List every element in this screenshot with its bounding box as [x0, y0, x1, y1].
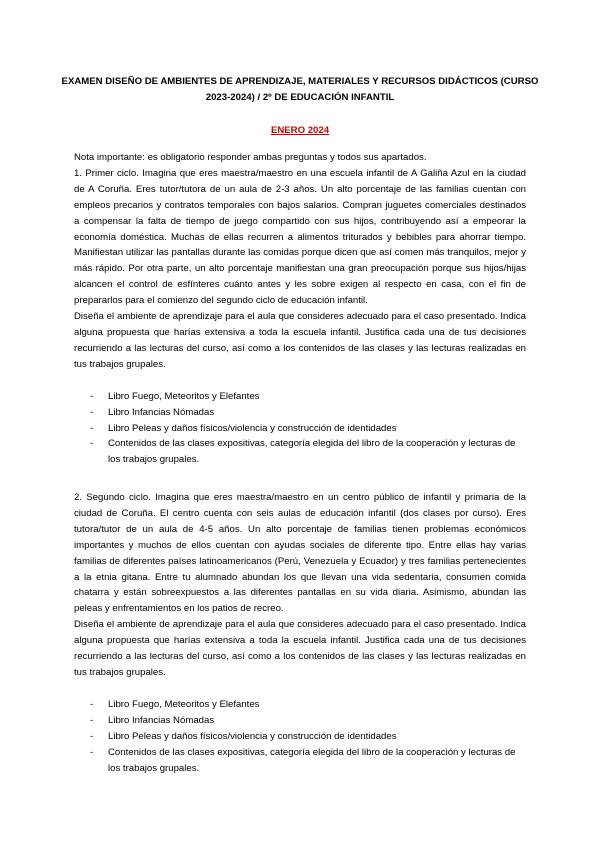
- list-item: - Libro Fuego, Meteoritos y Elefantes: [74, 697, 526, 713]
- exam-date-line: [0, 124, 600, 137]
- list-item: - Libro Infancias Nómadas: [74, 713, 526, 729]
- list-item: - Libro Fuego, Meteoritos y Elefantes: [74, 389, 526, 405]
- list-item: - Contenidos de las clases expositivas, categoría elegida del libro de la cooperación y lecturas de los trabajos grupales.: [74, 436, 526, 468]
- section-question-1: [74, 150, 526, 468]
- list-item: - Contenidos de las clases expositivas, categoría elegida del libro de la cooperación y lecturas de los trabajos grupales.: [74, 745, 526, 777]
- question-1-reading-list: [74, 389, 526, 469]
- question-2-reading-list: [74, 697, 526, 777]
- question-2-task: Diseña el ambiente de aprendizaje para el aula que consideres adecuado para el caso presentado. Indica alguna propuesta que harías extensiva a toda la escuela infantil. Justifica cada una de tus decisiones recurriendo a las lecturas del curso, así como a los contenidos de las clases y las lecturas realizadas en tus trabajos grupales.: [74, 619, 526, 678]
- question-2-text: 2. Segundo ciclo. Imagina que eres maestra/maestro en un centro público de infantil y primaria de la ciudad de Coruña. El centro cuenta con seis aulas de educación infantil (dos clases por curso). Eres tutora/tutor de un aula de 4-5 años. Un alto porcentaje de familias tienen problemas económicos importantes y muchos de ellos cuentan con ayudas sociales de diferente tipo. Entre ellas hay varias familias de diferentes países latinoamericanos (Perú, Venezuela y Ecuador) y tres familias pertenecientes a la etnia gitana. Entre tu alumnado abundan los que llevan una vida sedentaria, consumen comida chatarra y están sobreexpuestos a las diferentes pantallas en su vida diaria. Asimismo, abundan las peleas y enfrentamientos en los patios de recreo.: [74, 492, 526, 615]
- question-1-task: Diseña el ambiente de aprendizaje para el aula que consideres adecuado para el caso presentado. Indica alguna propuesta que harías extensiva a toda la escuela infantil. Justifica cada una de tus decisiones recurriendo a las lecturas del curso, así como a los contenidos de las clases y las lecturas realizadas en tus trabajos grupales.: [74, 311, 526, 370]
- exam-title: EXAMEN DISEÑO DE AMBIENTES DE APRENDIZAJE, MATERIALES Y RECURSOS DIDÁCTICOS (CURSO 2023-2024) / 2º DE EDUCACIÓN INFANTIL: [61, 76, 539, 103]
- question-1-text: 1. Primer ciclo. Imagina que eres maestra/maestro en una escuela infantil de A Galiña Azul en la ciudad de A Coruña. Eres tutor/tutora de un aula de 2-3 años. Un alto porcentaje de las familias cuentan con empleos precarios y contratos temporales con bajos salarios. Compran juguetes comerciales destinados a compensar la falta de tiempo de juego compartido con sus hijos, contribuyendo así a empeorar la economía doméstica. Muchas de ellas recurren a alimentos triturados y bebibles para ahorrar tiempo. Manifiestan utilizar las pantallas durante las comidas porque dicen que así comen más tranquilos, mejor y más rápido. Por otra parte, un alto porcentaje manifiestan una gran preocupación porque sus hijos/hijas alcancen el control de esfínteres cuánto antes y les sobre exigen al respecto en casa, con el fin de prepararlos para el comienzo del segundo ciclo de educación infantil.: [74, 167, 526, 307]
- exam-date: ENERO 2024: [270, 125, 330, 136]
- list-item: - Libro Peleas y daños físicos/violencia y construcción de identidades: [74, 421, 526, 437]
- section-question-2: [74, 490, 526, 776]
- list-item: - Libro Peleas y daños físicos/violencia y construcción de identidades: [74, 729, 526, 745]
- list-item: - Libro Infancias Nómadas: [74, 405, 526, 421]
- important-note: Nota importante: es obligatorio responder ambas preguntas y todos sus apartados.: [74, 152, 427, 163]
